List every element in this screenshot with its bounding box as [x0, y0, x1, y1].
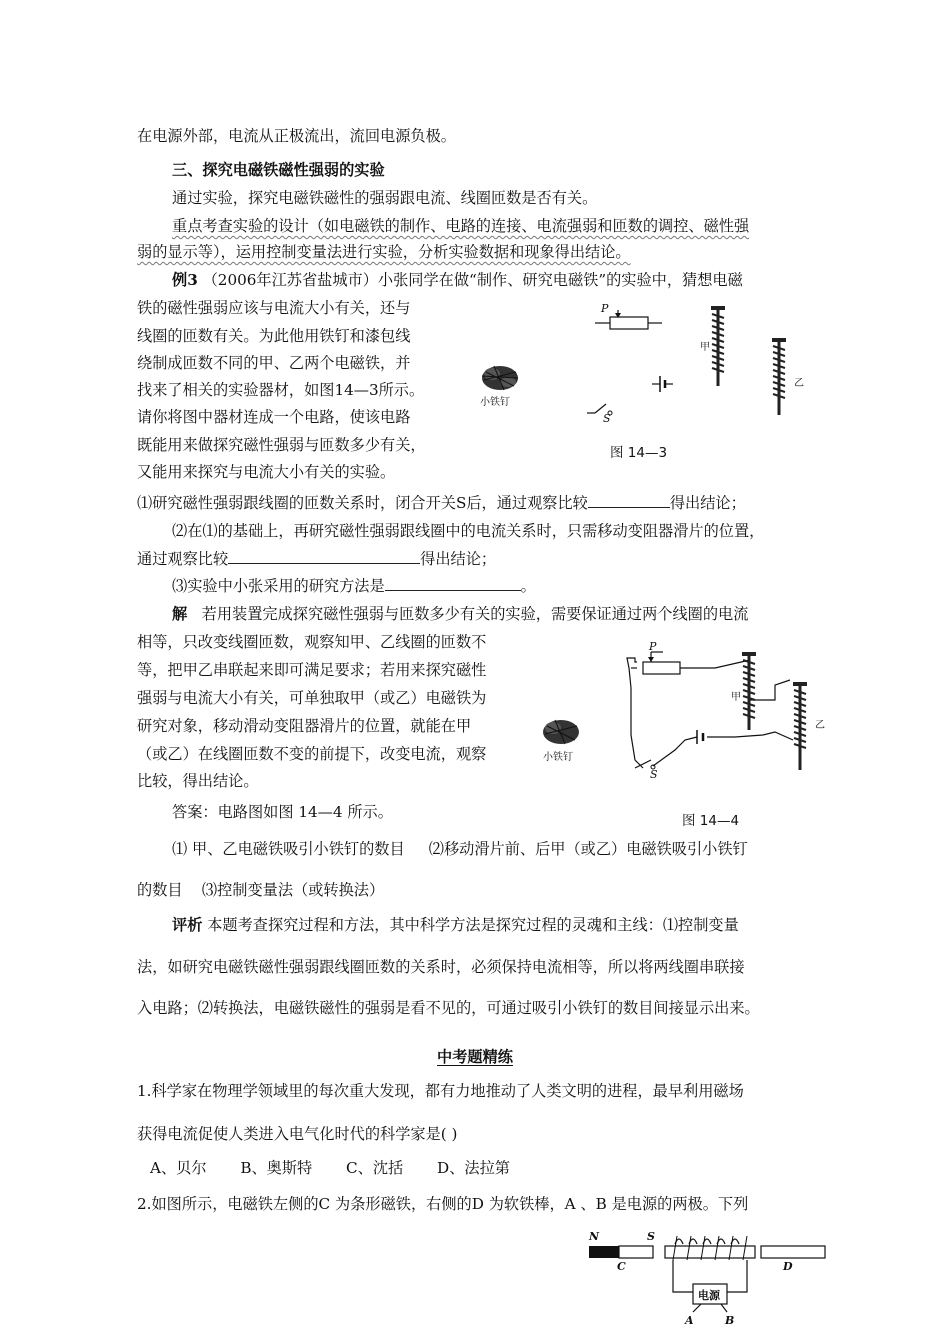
fig143-jia-label: 甲 [700, 342, 710, 353]
review-line-2: 法，如研究电磁铁磁性强弱跟线圈匝数的关系时，必须保持电流相等，所以将两线圈串联接 [137, 958, 745, 976]
section-3-focus-line-2: 弱的显示等），运用控制变量法进行实验，分析实验数据和现象得出结论。 [137, 243, 631, 261]
practice-q2-line-1: 2.如图所示，电磁铁左侧的C 为条形磁铁，右侧的D 为软铁棒，A 、B 是电源的两极。下列 [137, 1195, 749, 1213]
fig143-yi-label: 乙 [794, 378, 804, 389]
answer-items-line-1 [172, 839, 748, 859]
example-3-wrap-line: 既能用来做探究磁性强弱与匝数多少有关， [137, 436, 426, 454]
practice-title: 中考题精练 [437, 1048, 513, 1066]
example-3-wrap-line: 找来了相关的实验器材，如图14—3所示。 [137, 381, 425, 399]
electromagnet-yi [772, 338, 786, 415]
example-3-text: （2006年江苏省盐城市）小张同学在做“制作、研究电磁铁”的实验中，猜想电磁 [202, 271, 743, 289]
question-2-blank[interactable] [228, 549, 420, 564]
answer-items-line-2 [137, 880, 384, 900]
answer-1: ⑴ 甲、乙电磁铁吸引小铁钉的数目 [172, 840, 405, 858]
solution-wrap-line: 比较，得出结论。 [137, 772, 259, 790]
option-a[interactable]: A、贝尔 [150, 1159, 207, 1177]
solution-label: 解 [172, 605, 188, 623]
fig143-s-label: S [603, 412, 611, 425]
electromagnet-yi [793, 682, 807, 770]
example-3-wrap-line: 铁的磁性强弱应该与电流大小有关，还与 [137, 299, 411, 317]
electromagnet-jia [742, 652, 756, 730]
example-3-wrap-line: 又能用来探究与电流大小有关的实验。 [137, 463, 396, 481]
solution-wrap-line: （或乙）在线圈匝数不变的前提下，改变电流，观察 [137, 745, 487, 763]
q2-c-label: C [617, 1260, 626, 1273]
section-3-title: 三、探究电磁铁磁性强弱的实验 [172, 161, 385, 179]
solution-wrap-line: 相等，只改变线圈匝数，观察知甲、乙线圈的匝数不 [137, 633, 487, 651]
iron-nails-pile [543, 720, 579, 744]
answer-2: ⑵移动滑片前、后甲（或乙）电磁铁吸引小铁钉 [428, 840, 748, 858]
question-1-blank[interactable] [588, 493, 670, 508]
review-line-3: 入电路；⑵转换法，电磁铁磁性的强弱是看不见的，可通过吸引小铁钉的数目间接显示出来。 [137, 999, 760, 1017]
figure-14-3 [470, 300, 830, 425]
review-text: 本题考查探究过程和方法，其中科学方法是探究过程的灵魂和主线：⑴控制变量 [207, 916, 739, 934]
solution-line-1 [172, 604, 748, 624]
practice-q1-line-2: 获得电流促使人类进入电气化时代的科学家是( ) [137, 1125, 458, 1143]
q2-power-label: 电源 [698, 1289, 720, 1302]
question-3-line [172, 576, 536, 596]
figure-14-4 [535, 640, 835, 780]
section-3-intro: 通过实验，探究电磁铁磁性的强弱跟电流、线圈匝数是否有关。 [172, 189, 598, 207]
q2-n-label: N [589, 1230, 600, 1243]
solution-wrap-line: 研究对象，移动滑动变阻器滑片的位置，就能在甲 [137, 717, 472, 735]
electromagnet-jia [711, 306, 725, 386]
review-label: 评析 [172, 916, 203, 934]
question-2-text: 通过观察比较 [137, 550, 229, 568]
review-line-1 [172, 915, 739, 935]
solution-text: 若用装置完成探究磁性强弱与匝数多少有关的实验，需要保证通过两个线圈的电流 [201, 605, 749, 623]
option-c[interactable]: C、沈括 [346, 1159, 404, 1177]
fig144-jia-label: 甲 [731, 692, 741, 703]
fig143-nails-label: 小铁钉 [480, 397, 510, 408]
practice-q1-line-1: 1.科学家在物理学领域里的每次重大发现，都有力地推动了人类文明的进程，最早利用磁场 [137, 1082, 744, 1100]
example-3-line-1 [172, 270, 743, 290]
question-2-line-1: ⑵在⑴的基础上，再研究磁性强弱跟线圈中的电流关系时，只需移动变阻器滑片的位置， [172, 522, 765, 540]
question-1-end: 得出结论； [669, 494, 746, 512]
practice-q1-options [150, 1158, 510, 1178]
section-3-focus-line-1: 重点考查实验的设计（如电磁铁的制作、电路的连接、电流强弱和匝数的调控、磁性强 [172, 217, 750, 235]
iron-nails-pile [482, 366, 518, 390]
figure-q2-electromagnet [585, 1226, 835, 1336]
question-3-blank[interactable] [385, 576, 521, 591]
question-3-text: ⑶实验中小张采用的研究方法是 [172, 577, 385, 595]
question-3-end: 。 [520, 577, 536, 595]
fig144-yi-label: 乙 [815, 720, 825, 731]
figure-14-3-caption: 图 14—3 [610, 445, 668, 461]
example-3-wrap-line: 线圈的匝数有关。为此他用铁钉和漆包线 [137, 327, 411, 345]
solution-wrap-line: 等，把甲乙串联起来即可满足要求；若用来探究磁性 [137, 661, 487, 679]
fig144-nails-label: 小铁钉 [543, 752, 573, 763]
paragraph-current-direction: 在电源外部，电流从正极流出，流回电源负极。 [137, 127, 456, 145]
example-3-wrap-line: 请你将图中器材连成一个电路，使该电路 [137, 408, 411, 426]
option-d[interactable]: D、法拉第 [437, 1159, 510, 1177]
q2-s-label: S [647, 1230, 655, 1243]
q2-d-label: D [783, 1260, 793, 1273]
figure-14-4-caption: 图 14—4 [682, 813, 740, 829]
fig144-s-label: S [650, 768, 658, 781]
option-b[interactable]: B、奥斯特 [240, 1159, 313, 1177]
answer-line: 答案：电路图如图 14—4 所示。 [172, 803, 393, 821]
question-1-line [137, 493, 746, 513]
question-1-text: ⑴研究磁性强弱跟线圈的匝数关系时，闭合开关S后，通过观察比较 [137, 494, 588, 512]
answer-3: ⑶控制变量法（或转换法） [201, 881, 385, 899]
fig143-p-label: P [601, 302, 609, 315]
fig144-p-label: P [649, 640, 657, 653]
question-2-line-2 [137, 549, 496, 569]
example-3-wrap-line: 绕制成匝数不同的甲、乙两个电磁铁，并 [137, 354, 411, 372]
q2-a-label: A [685, 1314, 694, 1327]
solution-wrap-line: 强弱与电流大小有关，可单独取甲（或乙）电磁铁为 [137, 689, 487, 707]
example-3-label: 例3 [172, 271, 198, 289]
question-2-end: 得出结论； [420, 550, 497, 568]
q2-b-label: B [725, 1314, 735, 1327]
answer-2-cont: 的数目 [137, 881, 183, 899]
